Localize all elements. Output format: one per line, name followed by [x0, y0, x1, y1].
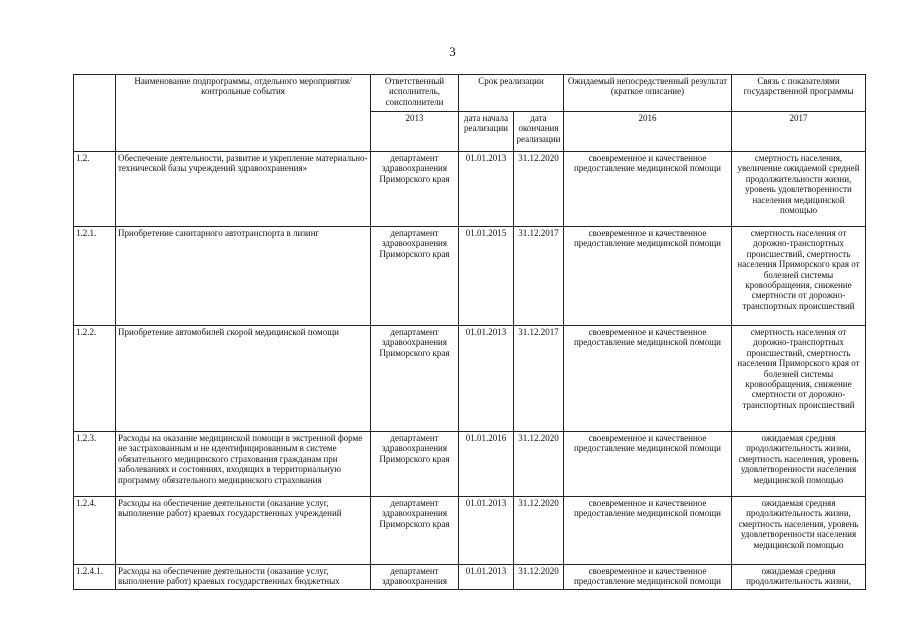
activity-name-cell: Расходы на обеспечение деятельности (оказание услуг, выполнение работ) краевых государственных учреждений: [116, 497, 371, 565]
row-number-cell: 1.2.4.1.: [74, 565, 116, 590]
indicator-link-cell: ожидаемая средняя продолжительность жизни, смертность населения, уровень удовлетворенности населения медицинской помощью: [732, 432, 866, 497]
responsible-cell: департамент здравоохранения Приморского края: [371, 497, 459, 565]
responsible-cell: департамент здравоохранения Приморского края: [371, 152, 459, 227]
responsible-cell: департамент здравоохранения Приморского края: [371, 326, 459, 432]
subheader-link-cell: 2017: [732, 112, 866, 152]
end-date-cell: 31.12.2017: [514, 326, 564, 432]
indicator-link-cell: ожидаемая средняя продолжительность жизни, смертность населения, уровень удовлетворенности населения медицинской помощью: [732, 497, 866, 565]
end-date-cell: 31.12.2020: [514, 152, 564, 227]
activity-name-cell: Расходы на оказание медицинской помощи в экстренной форме не застрахованным и не идентифицированным в системе обязательного медицинского страхования гражданам при заболеваниях и состояниях, входящих в территориальную программу обязательного медицинского страхования: [116, 432, 371, 497]
expected-result-cell: своевременное и качественное предоставление медицинской помощи: [564, 497, 732, 565]
expected-result-cell: своевременное и качественное предоставление медицинской помощи: [564, 326, 732, 432]
expected-result-cell: своевременное и качественное предоставление медицинской помощи: [564, 432, 732, 497]
start-date-cell: 01.01.2016: [459, 432, 514, 497]
row-number-cell: 1.2.1.: [74, 227, 116, 326]
row-number-cell: 1.2.2.: [74, 326, 116, 432]
indicator-link-cell: ожидаемая средняя продолжительность жизни,: [732, 565, 866, 590]
subheader-start-cell: дата начала реализации: [459, 112, 514, 152]
responsible-cell: департамент здравоохранения: [371, 565, 459, 590]
activity-name-cell: Приобретение санитарного автотранспорта в лизинг: [116, 227, 371, 326]
activity-name-cell: Расходы на обеспечение деятельности (оказание услуг, выполнение работ) краевых государственных бюджетных: [116, 565, 371, 590]
activity-name-cell: Обеспечение деятельности, развитие и укрепление материально-технической базы учреждений здравоохранения»: [116, 152, 371, 227]
indicator-link-cell: смертность населения от дорожно-транспортных происшествий, смертность населения Приморского края от болезней системы кровообращения, снижение смертности от дорожно-транспортных происшествий: [732, 326, 866, 432]
header-row: [74, 75, 866, 112]
subheader-end-cell: дата окончания реализации: [514, 112, 564, 152]
table-row: [74, 326, 866, 432]
expected-result-cell: своевременное и качественное предоставление медицинской помощи: [564, 227, 732, 326]
subheader-responsible-cell: 2013: [371, 112, 459, 152]
header-responsible-cell: Ответственный исполнитель, соисполнители: [371, 75, 459, 112]
end-date-cell: 31.12.2020: [514, 565, 564, 590]
header-link-cell: Связь с показателями государственной программы: [732, 75, 866, 112]
end-date-cell: 31.12.2020: [514, 432, 564, 497]
indicator-link-cell: смертность населения от дорожно-транспортных происшествий, смертность населения Приморского края от болезней системы кровообращения, снижение смертности от дорожно-транспортных происшествий: [732, 227, 866, 326]
table-row: [74, 497, 866, 565]
subheader-result-cell: 2016: [564, 112, 732, 152]
start-date-cell: 01.01.2013: [459, 565, 514, 590]
table-row: [74, 227, 866, 326]
responsible-cell: департамент здравоохранения Приморского края: [371, 432, 459, 497]
responsible-cell: департамент здравоохранения Приморского края: [371, 227, 459, 326]
header-period-cell: Срок реализации: [459, 75, 564, 112]
expected-result-cell: своевременное и качественное предоставление медицинской помощи: [564, 152, 732, 227]
end-date-cell: 31.12.2017: [514, 227, 564, 326]
program-activities-table: [73, 74, 866, 590]
start-date-cell: 01.01.2013: [459, 152, 514, 227]
header-num-cell: [74, 75, 116, 152]
table-row: [74, 565, 866, 590]
indicator-link-cell: смертность населения, увеличение ожидаемой средней продолжительности жизни, уровень удовлетворенности населения медицинской помощью: [732, 152, 866, 227]
end-date-cell: 31.12.2020: [514, 497, 564, 565]
page-number: 3: [449, 44, 456, 59]
start-date-cell: 01.01.2013: [459, 326, 514, 432]
table-row: [74, 432, 866, 497]
row-number-cell: 1.2.4.: [74, 497, 116, 565]
row-number-cell: 1.2.3.: [74, 432, 116, 497]
table-row: [74, 152, 866, 227]
row-number-cell: 1.2.: [74, 152, 116, 227]
start-date-cell: 01.01.2013: [459, 497, 514, 565]
expected-result-cell: своевременное и качественное предоставление медицинской помощи: [564, 565, 732, 590]
header-result-cell: Ожидаемый непосредственный результат (краткое описание): [564, 75, 732, 112]
activity-name-cell: Приобретение автомобилей скорой медицинской помощи: [116, 326, 371, 432]
header-name-cell: Наименование подпрограммы, отдельного мероприятия/контрольные события: [116, 75, 371, 152]
start-date-cell: 01.01.2015: [459, 227, 514, 326]
